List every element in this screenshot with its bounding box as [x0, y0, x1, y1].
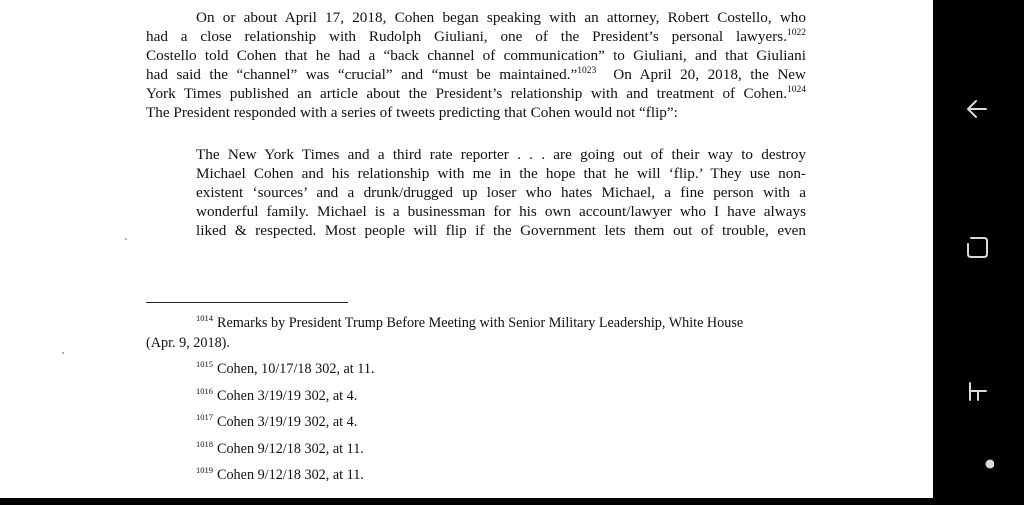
- home-button[interactable]: [933, 362, 1024, 422]
- footnote-number: 1014: [196, 313, 213, 323]
- footnote-number: 1019: [196, 465, 213, 475]
- recent-apps-button[interactable]: [933, 218, 1024, 278]
- quote-line: Michael Cohen and his relationship with me in the hope that he will ‘flip.’ They use non-: [196, 165, 806, 182]
- footnote-text: Cohen 3/19/19 302, at 4.: [217, 414, 358, 430]
- body-line: Costello told Cohen that he had a “back channel of communication” to Giuliani, and that Giuliani: [146, 47, 806, 64]
- block-quote: [196, 145, 806, 240]
- quote-line: liked & respected. Most people will flip if the Government lets them out of trouble, even: [196, 222, 806, 239]
- footnote-number: 1018: [196, 439, 213, 449]
- footnote-continuation: (Apr. 9, 2018).: [146, 335, 230, 351]
- footnote-separator: [146, 302, 348, 303]
- footnote: [196, 440, 364, 458]
- footnote: [196, 360, 375, 378]
- quote-line: wonderful family. Michael is a businessman for his own account/lawyer who I have always: [196, 203, 806, 220]
- body-line: had said the “channel” was “crucial” and “must be maintained.”$^{1023}$ On April 20, 2018, the New: [146, 66, 807, 83]
- footnote: [196, 466, 364, 484]
- scan-speck: [125, 238, 127, 240]
- footnote-number: 1016: [196, 386, 213, 396]
- body-line: York Times published an article about the President’s relationship with and treatment of Cohen.$^{1024}$: [146, 85, 806, 102]
- footnote: [196, 413, 357, 431]
- footnote: [196, 387, 357, 405]
- footnote-text: Remarks by President Trump Before Meeting with Senior Military Leadership, White House: [217, 315, 744, 331]
- footnote-ref: 1023: [577, 66, 597, 76]
- footnote: [196, 314, 743, 332]
- back-button[interactable]: [933, 80, 1024, 140]
- footnote-ref: 1024: [787, 85, 806, 95]
- footnote-number: 1017: [196, 412, 213, 422]
- body-line: The President responded with a series of tweets predicting that Cohen would not “flip”:: [146, 104, 678, 121]
- footnote-number: 1015: [196, 359, 213, 369]
- quote-line: The New York Times and a third rate reporter . . . are going out of their way to destroy: [196, 146, 806, 163]
- scan-speck: [62, 352, 64, 354]
- quote-line: existent ‘sources’ and a drunk/drugged up loser who hates Michael, a fine person with a: [196, 184, 806, 201]
- recent-apps-icon: [960, 230, 994, 264]
- assistant-dot-button[interactable]: [933, 445, 1024, 505]
- back-icon: [960, 92, 994, 126]
- navigation-bar: [933, 0, 1024, 498]
- footnote-ref: 1022: [787, 28, 806, 38]
- body-line: On or about April 17, 2018, Cohen began speaking with an attorney, Robert Costello, who: [196, 9, 806, 26]
- body-line: had a close relationship with Rudolph Giuliani, one of the President’s personal lawyers.$^{1022}$: [146, 28, 806, 45]
- footnote-text: Cohen, 10/17/18 302, at 11.: [217, 361, 375, 377]
- home-icon: [960, 374, 994, 408]
- dot-icon: [960, 457, 994, 491]
- footnote-text: Cohen 9/12/18 302, at 11.: [217, 441, 364, 457]
- footnote-text: Cohen 9/12/18 302, at 11.: [217, 467, 364, 483]
- body-paragraph: [146, 8, 806, 122]
- footnote-text: Cohen 3/19/19 302, at 4.: [217, 388, 358, 404]
